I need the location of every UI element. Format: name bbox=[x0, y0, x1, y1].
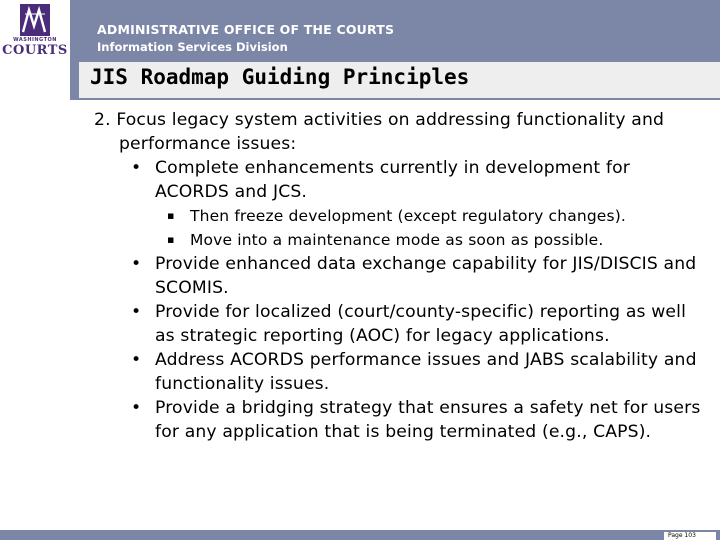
sub-bullet-text: Then freeze development (except regulatory changes). bbox=[190, 207, 626, 225]
courts-emblem-icon bbox=[20, 4, 50, 36]
list-item bbox=[94, 348, 704, 396]
point-text: Focus legacy system activities on addressing functionality and performance issues: bbox=[116, 110, 665, 154]
sub-list-item bbox=[94, 228, 704, 252]
bullet-icon: • bbox=[131, 350, 142, 370]
bullet-icon: • bbox=[131, 302, 142, 322]
bullet-text: Provide a bridging strategy that ensures a safety net for users for any application that is being terminated (e.g., CAPS). bbox=[155, 398, 701, 442]
sub-list-item bbox=[94, 204, 704, 228]
bullet-text: Provide for localized (court/county-specific) reporting as well as strategic reporting (AOC) for legacy applications. bbox=[155, 302, 686, 346]
slide-body bbox=[94, 108, 704, 444]
footer-band bbox=[0, 530, 720, 540]
sub-bullet-text: Move into a maintenance mode as soon as possible. bbox=[190, 231, 604, 249]
bullet-text: Address ACORDS performance issues and JABS scalability and functionality issues. bbox=[155, 350, 697, 394]
bullet-icon: • bbox=[131, 398, 142, 418]
logo-courts-text: COURTS bbox=[2, 43, 68, 58]
logo-washington-text: WASHINGTON bbox=[13, 37, 57, 43]
bullet-text: Complete enhancements currently in development for ACORDS and JCS. bbox=[155, 158, 630, 202]
washington-courts-logo bbox=[0, 0, 70, 62]
list-item bbox=[94, 396, 704, 444]
list-item bbox=[94, 156, 704, 204]
square-bullet-icon: ▪ bbox=[167, 209, 175, 222]
slide-title: JIS Roadmap Guiding Principles bbox=[90, 65, 470, 89]
page-number: Page 103 bbox=[668, 532, 696, 539]
bullet-icon: • bbox=[131, 158, 142, 178]
square-bullet-icon: ▪ bbox=[167, 233, 175, 246]
point-number: 2. bbox=[94, 110, 111, 130]
bullet-text: Provide enhanced data exchange capability for JIS/DISCIS and SCOMIS. bbox=[155, 254, 697, 298]
numbered-point bbox=[94, 108, 704, 156]
office-name: ADMINISTRATIVE OFFICE OF THE COURTS bbox=[97, 22, 395, 37]
list-item bbox=[94, 252, 704, 300]
division-name: Information Services Division bbox=[97, 40, 288, 54]
list-item bbox=[94, 300, 704, 348]
bullet-icon: • bbox=[131, 254, 142, 274]
